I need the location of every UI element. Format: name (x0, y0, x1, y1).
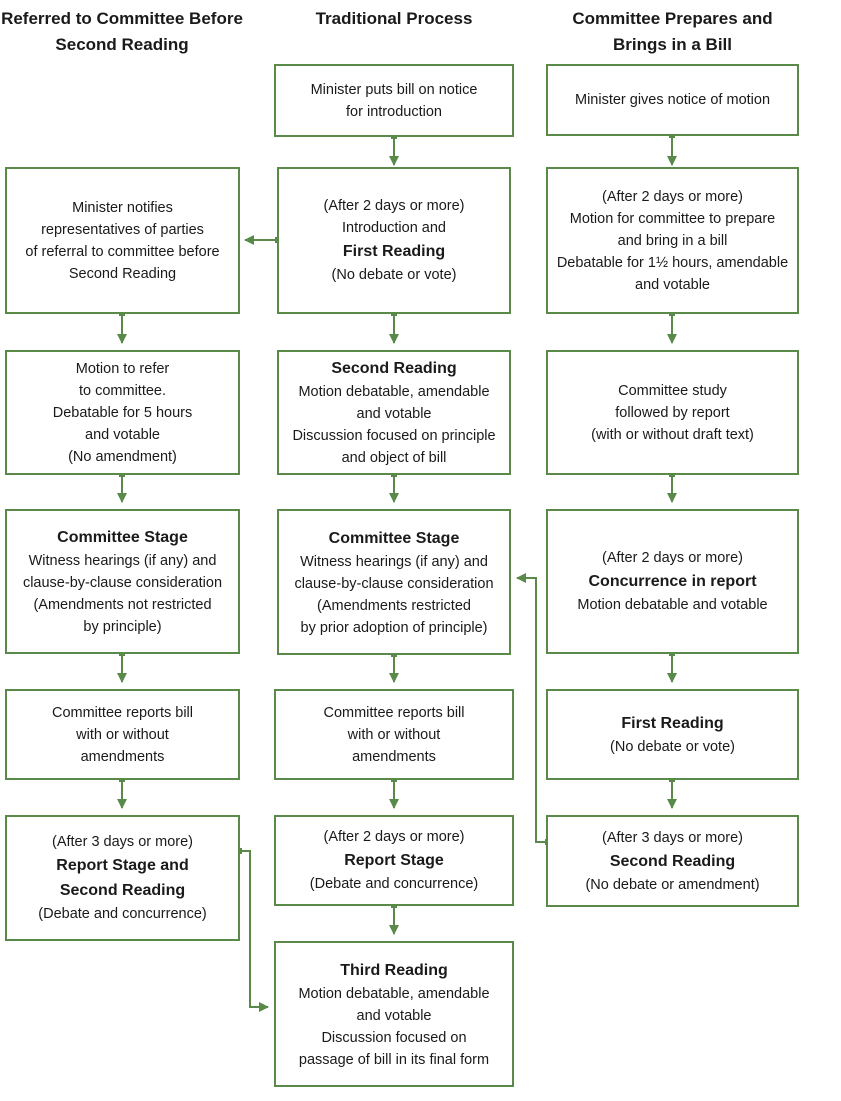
note-text: (Debate and concurrence) (38, 906, 207, 922)
stage-title: First Reading (621, 715, 724, 732)
right-motion-committee-box (546, 167, 799, 314)
text-line: Introduction and (342, 220, 446, 236)
delay-text: (After 2 days or more) (601, 550, 743, 566)
center-committee-reports-box (274, 689, 514, 780)
right-second-reading-box (546, 815, 799, 907)
text-line: Motion debatable, amendable (298, 384, 490, 400)
center-first-reading-box (277, 167, 511, 314)
stage-title: Second Reading (331, 360, 457, 377)
note-text: (No debate or vote) (331, 267, 457, 283)
text-line: by prior adoption of principle) (300, 619, 488, 636)
right-notice-box (546, 64, 799, 136)
text-line: Minister gives notice of motion (574, 92, 771, 108)
text-line: (Amendments not restricted (33, 597, 212, 613)
note-text: (No debate or amendment) (585, 876, 760, 893)
text-line: passage of bill in its final form (298, 1051, 490, 1068)
text-line: Witness hearings (if any) and (28, 553, 217, 569)
center-third-reading-box (274, 941, 514, 1087)
center-notice-box (274, 64, 514, 137)
left-report-stage-box (5, 815, 240, 941)
text-line: of referral to committee before (25, 243, 220, 260)
right-concurrence-box (546, 509, 799, 654)
stage-title: Concurrence in report (588, 573, 757, 590)
right-committee-study-box (546, 350, 799, 475)
text-line: Committee reports bill (51, 704, 193, 721)
arrow-left-to-third (239, 851, 268, 1007)
text-line: (Amendments restricted (317, 597, 471, 614)
text-line: Discussion focused on (321, 1029, 467, 1046)
stage-title: First Reading (342, 243, 446, 260)
header-right-line-2: Brings in a Bill (612, 35, 733, 54)
center-committee-stage-box (277, 509, 511, 655)
header-right-line-1: Committee Prepares and (572, 9, 773, 28)
text-line: and votable (85, 426, 160, 443)
text-line: Witness hearings (if any) and (300, 553, 488, 570)
text-line: Minister puts bill on notice (310, 81, 478, 98)
text-line: Debatable for 1½ hours, amendable (556, 254, 789, 271)
text-line: (with or without draft text) (591, 426, 754, 443)
stage-title: Report Stage (344, 852, 444, 869)
stage-title: Committee Stage (57, 529, 188, 546)
header-center-line-1: Traditional Process (315, 9, 473, 28)
note-text: Motion debatable and votable (577, 597, 768, 613)
header-left-line-2: Second Reading (55, 35, 189, 54)
text-line: Motion to refer (75, 360, 170, 377)
arrow-right-to-center (517, 578, 548, 842)
stage-title: Second Reading (59, 882, 186, 899)
text-line: Second Reading (68, 265, 177, 282)
delay-text: (After 2 days or more) (601, 188, 743, 205)
delay-text: (After 3 days or more) (601, 829, 743, 846)
text-line: for introduction (346, 103, 442, 120)
delay-text: (After 2 days or more) (323, 198, 465, 214)
text-line: Motion debatable, amendable (298, 985, 490, 1002)
stage-title: Second Reading (609, 852, 736, 870)
stage-title: Report Stage and (56, 857, 189, 874)
note-text: (No amendment) (68, 448, 177, 465)
text-line: Committee reports bill (323, 704, 465, 721)
text-line: with or without (347, 726, 441, 743)
text-line: Debatable for 5 hours (52, 404, 193, 421)
left-committee-stage-box (5, 509, 240, 654)
header-left-line-1: Referred to Committee Before (1, 9, 243, 28)
text-line: Committee study (618, 382, 727, 399)
text-line: by principle) (83, 619, 162, 635)
text-line: and votable (356, 406, 432, 422)
text-line: clause-by-clause consideration (22, 575, 223, 591)
text-line: Discussion focused on principle (292, 428, 496, 444)
text-line: amendments (352, 748, 436, 765)
note-text: (Debate and concurrence) (309, 876, 479, 892)
text-line: to committee. (78, 382, 167, 399)
left-committee-reports-box (5, 689, 240, 780)
text-line: representatives of parties (41, 221, 204, 238)
text-line: and votable (356, 1007, 432, 1024)
right-first-reading-box (546, 689, 799, 780)
text-line: with or without (76, 726, 169, 743)
text-line: and votable (635, 276, 710, 293)
text-line: clause-by-clause consideration (294, 575, 494, 592)
text-line: followed by report (615, 404, 730, 421)
text-line: and bring in a bill (617, 232, 728, 249)
center-report-stage-box (274, 815, 514, 906)
delay-text: (After 3 days or more) (51, 834, 193, 850)
delay-text: (After 2 days or more) (323, 829, 465, 845)
left-motion-refer-box (5, 350, 240, 475)
stage-title: Third Reading (340, 961, 448, 979)
text-line: and object of bill (341, 450, 447, 466)
center-second-reading-box (277, 350, 511, 475)
text-line: amendments (80, 748, 165, 765)
text-line: Motion for committee to prepare (569, 210, 776, 227)
text-line: Minister notifies (72, 199, 173, 216)
stage-title: Committee Stage (328, 529, 460, 547)
left-notifies-box (5, 167, 240, 314)
note-text: (No debate or vote) (610, 739, 735, 755)
